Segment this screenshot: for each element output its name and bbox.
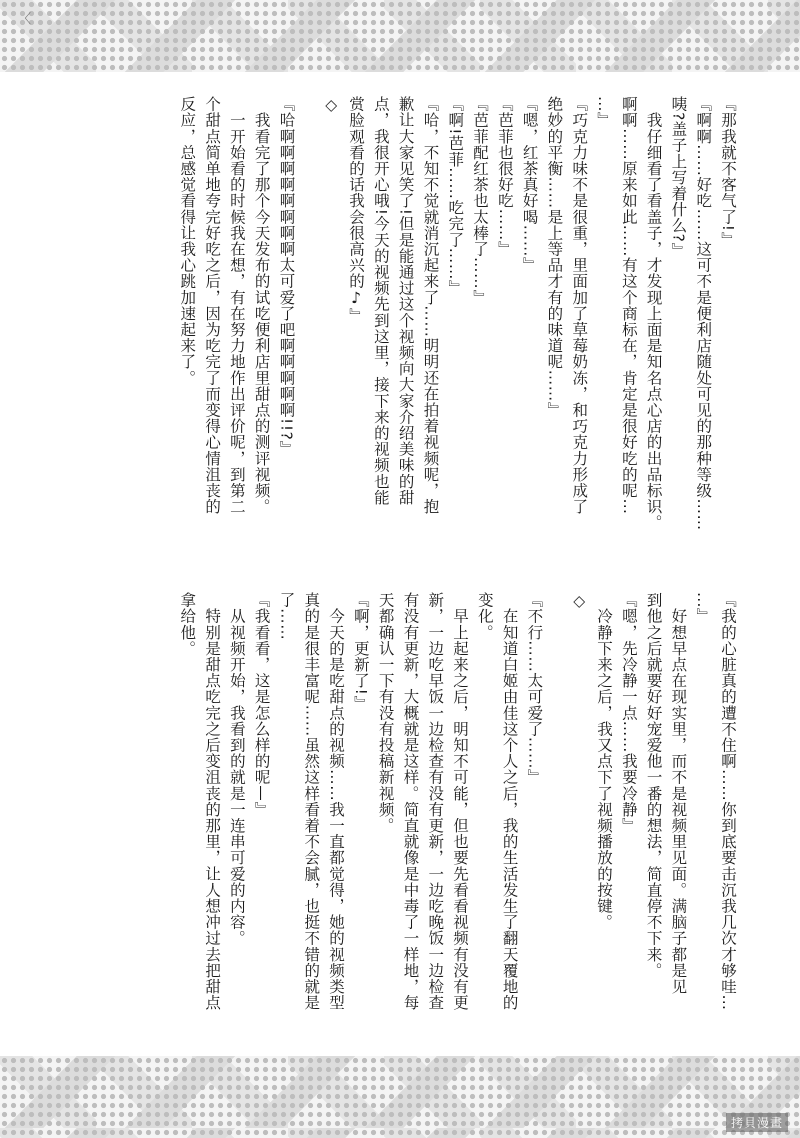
line: 『那我就不客气了!』: [719, 96, 737, 248]
line: 有没有更新，大概就是这样。简直就像是中毒了一样地，每: [401, 592, 420, 1011]
line: 了……: [277, 592, 296, 641]
line: 『嗯，先冷静一点……我要冷静』: [619, 592, 638, 834]
line: 早上起来之后，明知不可能，但也要先看看视频有没有更: [451, 592, 470, 1011]
line: 今天的是吃甜点的视频……我一直都觉得，她的视频类型: [327, 592, 346, 1011]
line: 『芭菲也很好吃……』: [495, 96, 514, 257]
line: 歉让大家见笑了!但是能通过这个视频向大家介绍美味的甜: [396, 96, 415, 506]
line: …』: [595, 96, 614, 129]
line: 我看完了那个今天发布的试吃便利店里甜点的测评视频。: [252, 96, 271, 515]
bottom-decorative-band: [0, 1056, 800, 1138]
section-divider-diamond: ◇: [570, 592, 589, 611]
line: 『啊，更新了!』: [351, 592, 370, 712]
line: 好想早点在现实里，而不是视频里见面。满脑子都是见: [669, 592, 688, 995]
line: 『啊啊……好吃……这可不是便利店随处可见的那种等级……: [694, 96, 713, 531]
line: 『嗯，红茶真好喝……』: [520, 96, 539, 274]
line: 绝妙的平衡……是上等品才有的味道呢……』: [545, 96, 564, 418]
line: 赏脸观看的话我会很高兴的♪』: [347, 96, 366, 324]
line: 一开始看的时候我在想，有在努力地作出评价呢，到第二: [227, 96, 246, 515]
line: 点，我很开心哦!今天的视频先到这里，接下来的视频也能: [371, 96, 390, 506]
line: 新，一边吃早饭一边检查有没有更新，一边吃晚饭一边检查: [426, 592, 445, 1011]
line: 在知道白姬由佳这个人之后，我的生活发生了翻天覆地的: [500, 592, 519, 1011]
line: …』: [694, 592, 713, 625]
line: 『芭菲配红茶也太棒了……』: [471, 96, 490, 306]
line: 从视频开始，我看到的就是一连串可爱的内容。: [227, 592, 246, 947]
line: 啊啊……原来如此……有这个商标在，肯定是很好吃的呢…: [619, 96, 638, 515]
line: 天都确认一下有没有投稿新视频。: [376, 592, 395, 834]
lower-text-block: [95, 592, 740, 1022]
section-divider-diamond: ◇: [322, 96, 341, 115]
line: 『我的心脏真的遭不住啊……你到底要击沉我几次才够哇…: [719, 592, 737, 1011]
line: 我仔细看了看盖子，才发现上面是知名点心店的出品标识。: [644, 96, 663, 531]
line: 个甜点简单地夸完好吃之后，因为吃完了而变得心情沮丧的: [203, 96, 222, 515]
line: 『不行……太可爱了……』: [525, 592, 544, 786]
top-decorative-band: [0, 0, 800, 72]
line: 『巧克力味不是很重，里面加了草莓奶冻，和巧克力形成了: [570, 96, 589, 515]
line: 『我看看，这是怎么样的呢—』: [252, 592, 271, 818]
line: 『哈，不知不觉就消沉起来了……明明还在拍着视频呢，抱: [421, 96, 440, 515]
line: 到他之后就要好好宠爱他一番的想法，简直停不下来。: [644, 592, 663, 979]
line: 『啊!芭菲……吃完了……』: [446, 96, 465, 297]
upper-text-block: [95, 96, 740, 561]
line: 咦?盖子上写着什么?』: [669, 96, 688, 259]
line: 变化。: [475, 592, 494, 641]
line: 特别是甜点吃完之后变沮丧的那里，让人想冲过去把甜点: [203, 592, 222, 1011]
line: 『哈啊啊啊啊啊啊啊啊太可爱了吧啊啊啊啊啊!!?』: [277, 96, 296, 457]
line: 拿给他。: [178, 592, 197, 657]
line: 反应，总感觉看得让我心跳加速起来了。: [178, 96, 197, 386]
line: 真的是很丰富呢……虽然这样看着不会腻，也挺不错的就是: [302, 592, 321, 1011]
page-corner-mark: 〈: [18, 12, 32, 27]
line: 冷静下来之后，我又点下了视频播放的按键。: [595, 592, 614, 931]
site-watermark: 拷貝漫畫: [726, 1113, 788, 1132]
